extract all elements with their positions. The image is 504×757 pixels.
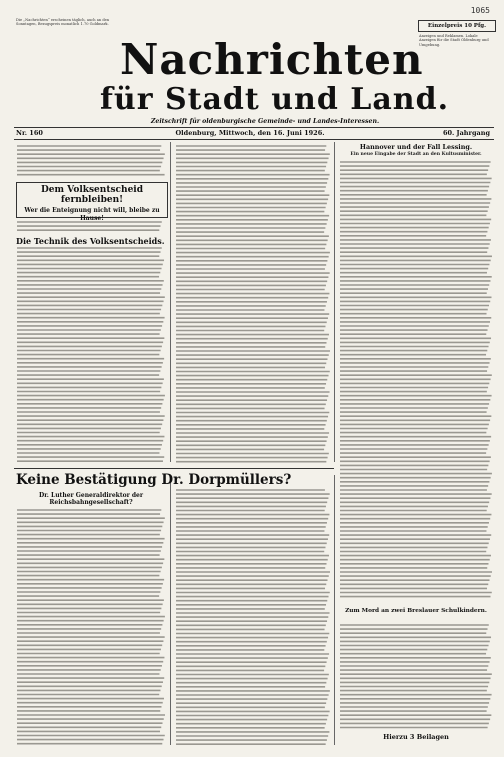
- top-left-notice: Die „Nachrichten“ erscheinen täglich, auch an den Sonntagen, Bezugspreis monatlich 1.70 Goldmark.: [16, 18, 110, 27]
- masthead-subtitle: Zeitschrift für oldenburgische Gemeinde- und Landes-Interessen.: [150, 118, 380, 125]
- beilagen-note: Hierzu 3 Beilagen: [383, 733, 449, 741]
- mord-headline: Zum Mord an zwei Breslauer Schulkindern.: [345, 608, 487, 614]
- column-rule-2: [334, 142, 335, 462]
- column-rule-3: [170, 475, 171, 745]
- hannover-headline: Hannover und der Fall Lessing.: [359, 143, 473, 151]
- lower-section-rule: [14, 468, 334, 469]
- luther-headline: Dr. Luther Generaldirektor der Reichsbahngesellschaft?: [38, 492, 144, 506]
- dateline-rule-bottom: [14, 139, 494, 140]
- keine-bestaetigung-headline: Keine Bestätigung Dr. Dorpmüllers?: [16, 472, 292, 488]
- hannover-subheadline: Ein neue Eingabe der Stadt an den Kultusminister.: [350, 152, 482, 157]
- issue-number: Nr. 160: [16, 129, 43, 137]
- technik-headline: Die Technik des Volksentscheids.: [16, 236, 165, 246]
- masthead-line1: Nachrichten: [120, 35, 424, 84]
- volksentscheid-box: [16, 182, 168, 222]
- price-box: [418, 20, 496, 32]
- left-column-text-1: [16, 143, 166, 180]
- volksentscheid-subheadline: Wer die Enteignung nicht will, bleibe zu Hause!: [24, 207, 160, 222]
- dateline-place-date: Oldenburg, Mittwoch, den 16. Juni 1926.: [175, 129, 325, 137]
- column-rule-4: [334, 475, 335, 745]
- price-label: Einzelpreis 10 Pfg.: [427, 23, 487, 29]
- page-number: 1065: [470, 6, 490, 15]
- masthead-line2: für Stadt und Land.: [100, 82, 450, 117]
- top-right-notice: Anzeigen und Reklamen. Lokale Anzeigen für die Stadt Oldenburg und Umgebung.: [419, 34, 489, 47]
- volume: 60. Jahrgang: [442, 129, 490, 137]
- dateline-rule-top: [14, 127, 494, 128]
- volksentscheid-headline: Dem Volksentscheid fernbleiben!: [40, 185, 144, 205]
- column-rule-1: [170, 142, 171, 462]
